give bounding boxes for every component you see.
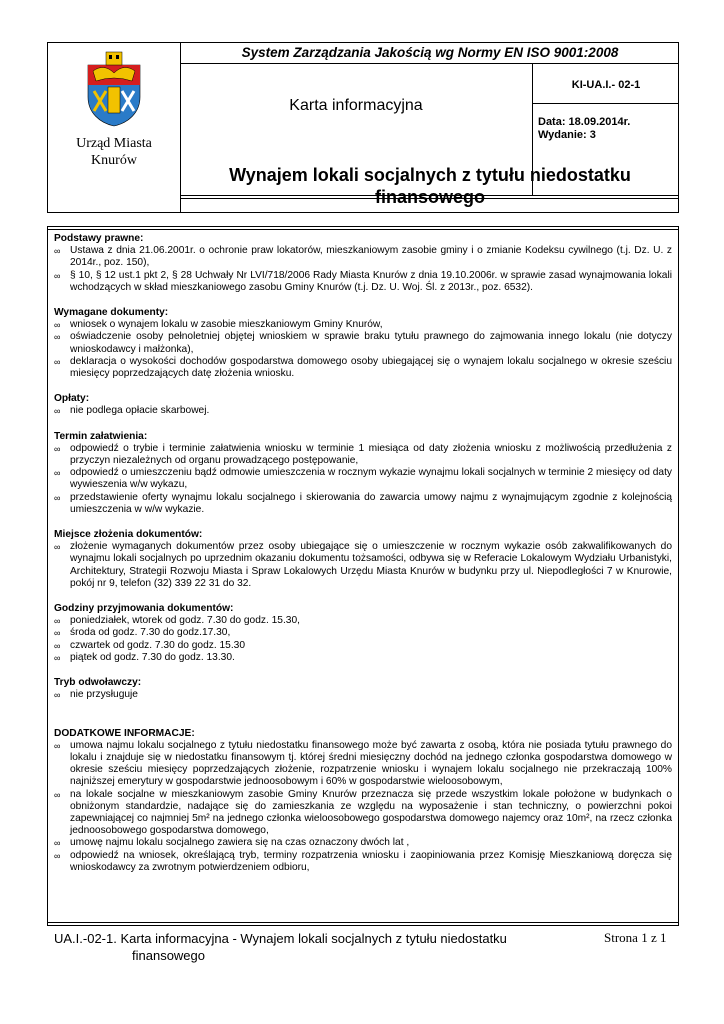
- documents-list: [54, 319, 672, 380]
- list-item: ∞ deklaracja o wysokości dochodów gospodarstwa domowego osoby ubiegającej się o wynajem lokalu socjalnego w okresie sześciu miesięcy poprzedzających datę złożenia wniosku.: [54, 356, 672, 380]
- header-divider: [180, 63, 678, 64]
- list-item: ∞ Ustawa z dnia 21.06.2001r. o ochronie praw lokatorów, mieszkaniowym zasobie gminy i o zmianie Kodeksu cywilnego (t.j. Dz. U. z 2014r., poz. 150),: [54, 245, 672, 269]
- list-item: ∞ oświadczenie osoby pełnoletniej objętej wnioskiem w sprawie braku tytułu prawnego do zajmowania innego lokalu (nie dotyczy wnioskodawcy i małżonka),: [54, 331, 672, 355]
- list-item: ∞ umowa najmu lokalu socjalnego z tytułu niedostatku finansowego może być zawarta z osobą, która nie posiada tytułu prawnego do lokalu i znajduje się w niedostatku finansowym tj. której średni miesięczny dochód na jednego członka gospodarstwa domowego w okresie sześciu miesięcy poprzedzających złożenie, rozpatrzenie wniosku i wynajem lokalu socjalnego nie przekraczają 100% najniższej emerytury w gospodarstwie jednoosobowym i 60% w gospodarstwie wieloosobowym,: [54, 740, 672, 789]
- place-list: [54, 541, 672, 590]
- document-title: [181, 164, 679, 208]
- body-rule: [48, 229, 678, 230]
- document-header: [47, 42, 679, 213]
- section-title-hours: Godziny przyjmowania dokumentów:: [54, 603, 234, 615]
- section-title-appeal: Tryb odwoławczy:: [54, 677, 142, 689]
- list-item: ∞ nie przysługuje: [54, 689, 672, 701]
- list-item: ∞ przedstawienie oferty wynajmu lokalu socjalnego i skierowania do zawarcia umowy najmu z wynajmującym zgodnie z kolejnością umieszczenia w w/w wykazie.: [54, 492, 672, 516]
- section-title-legal: Podstawy prawne:: [54, 233, 144, 244]
- footer-line-1: UA.I.-02-1. Karta informacyjna - Wynajem lokali socjalnych z tytułu niedostatku: [54, 931, 507, 946]
- document-title-line-2: finansowego: [374, 187, 485, 207]
- additional-list: [54, 740, 672, 874]
- document-body: [47, 226, 679, 926]
- knurow-coat-of-arms-icon: [84, 51, 144, 127]
- document-code: KI-UA.I.- 02-1: [571, 79, 641, 91]
- organization-name: [48, 135, 180, 169]
- section-title-deadline: Termin załatwienia:: [54, 430, 148, 442]
- body-rule: [48, 922, 678, 923]
- hours-list: [54, 615, 672, 664]
- document-date-block: [538, 116, 630, 142]
- list-item: ∞ poniedziałek, wtorek od godz. 7.30 do godz. 15.30,: [54, 615, 672, 627]
- list-item: ∞ środa od godz. 7.30 do godz.17.30,: [54, 627, 672, 639]
- list-item: ∞ piątek od godz. 7.30 do godz. 13.30.: [54, 652, 672, 664]
- organization-line-1: Urząd Miasta: [76, 136, 152, 151]
- section-title-documents: Wymagane dokumenty:: [54, 307, 169, 319]
- page-number: Strona 1 z 1: [604, 930, 667, 945]
- document-title-line-1: Wynajem lokali socjalnych z tytułu niedostatku: [229, 165, 631, 185]
- fees-list: [54, 405, 672, 417]
- footer-line-2: finansowego: [132, 948, 205, 963]
- deadline-list: [54, 443, 672, 516]
- list-item: ∞ złożenie wymaganych dokumentów przez osoby ubiegające się o umieszczenie w rocznym wykazie osób zakwalifikowanych do wynajmu lokali socjalnych po uprzednim okazaniu dokumentu tożsamości, odbywa się w Referacie Lokalowym Wydziału Urbanistyki, Architektury, Strategii Rozwoju Miasta i Spraw Lokalowych Urzędu Miasta Knurów w budynku przy ul. Niepodległości 7 w Knurowie, pokój nr 9, telefon (32) 339 22 31 do 32.: [54, 541, 672, 590]
- section-title-place: Miejsce złożenia dokumentów:: [54, 529, 203, 541]
- section-title-fees: Opłaty:: [54, 393, 90, 405]
- footer-document-reference: [54, 930, 594, 964]
- card-title: Karta informacyjna: [289, 97, 423, 114]
- list-item: ∞ wniosek o wynajem lokalu w zasobie mieszkaniowym Gminy Knurów,: [54, 319, 672, 331]
- list-item: ∞ § 10, § 12 ust.1 pkt 2, § 28 Uchwały Nr LVI/718/2006 Rady Miasta Knurów z dnia 19.10.2006r. w sprawie zasad wynajmowania lokali wchodzących w skład mieszkaniowego zasobu Gminy Knurów (t.j. Dz. U. Woj. Śl. z 2013r., poz. 6532).: [54, 270, 672, 294]
- list-item: ∞ na lokale socjalne w mieszkaniowym zasobie Gminy Knurów przeznacza się przede wszystkim lokale położone w budynkach o obniżonym standardzie, nadające się do zamieszkania ze względu na wyposażenie i stan techniczny, o powierzchni pokoi zapewniającej co najmniej 5m² na jednego członka wieloosobowego gospodarstwa domowego najemcy oraz 10m², na rzecz członka jednoosobowego gospodarstwa domowego,: [54, 789, 672, 838]
- list-item: ∞ odpowiedź o umieszczeniu bądź odmowie umieszczenia w rocznym wykazie wynajmu lokali socjalnych w terminie 2 miesięcy od daty wywieszenia w/w wykazu,: [54, 467, 672, 491]
- organization-line-2: Knurów: [91, 153, 137, 168]
- quality-system-title: System Zarządzania Jakością wg Normy EN ISO 9001:2008: [241, 45, 619, 60]
- appeal-list: [54, 689, 672, 701]
- document-date: Data: 18.09.2014r.: [538, 116, 631, 128]
- list-item: ∞ czwartek od godz. 7.30 do godz. 15.30: [54, 640, 672, 652]
- header-divider: [532, 103, 678, 104]
- list-item: ∞ nie podlega opłacie skarbowej.: [54, 405, 672, 417]
- section-title-additional: DODATKOWE INFORMACJE:: [54, 727, 195, 739]
- list-item: ∞ odpowiedź o trybie i terminie załatwienia wniosku w terminie 1 miesiąca od daty złożenia wniosku z możliwością przedłużenia z przyczyn niezależnych od organu prowadzącego postępowanie,: [54, 443, 672, 467]
- list-item: ∞ umowę najmu lokalu socjalnego zawiera się na czas oznaczony dwóch lat ,: [54, 837, 672, 849]
- list-item: ∞ odpowiedź na wniosek, określającą tryb, terminy rozpatrzenia wniosku i zaopiniowania przez Komisję Mieszkaniową doręcza się wnioskodawcy za zwrotnym potwierdzeniem odbioru,: [54, 850, 672, 874]
- legal-list: [54, 245, 672, 294]
- document-edition: Wydanie: 3: [538, 129, 596, 141]
